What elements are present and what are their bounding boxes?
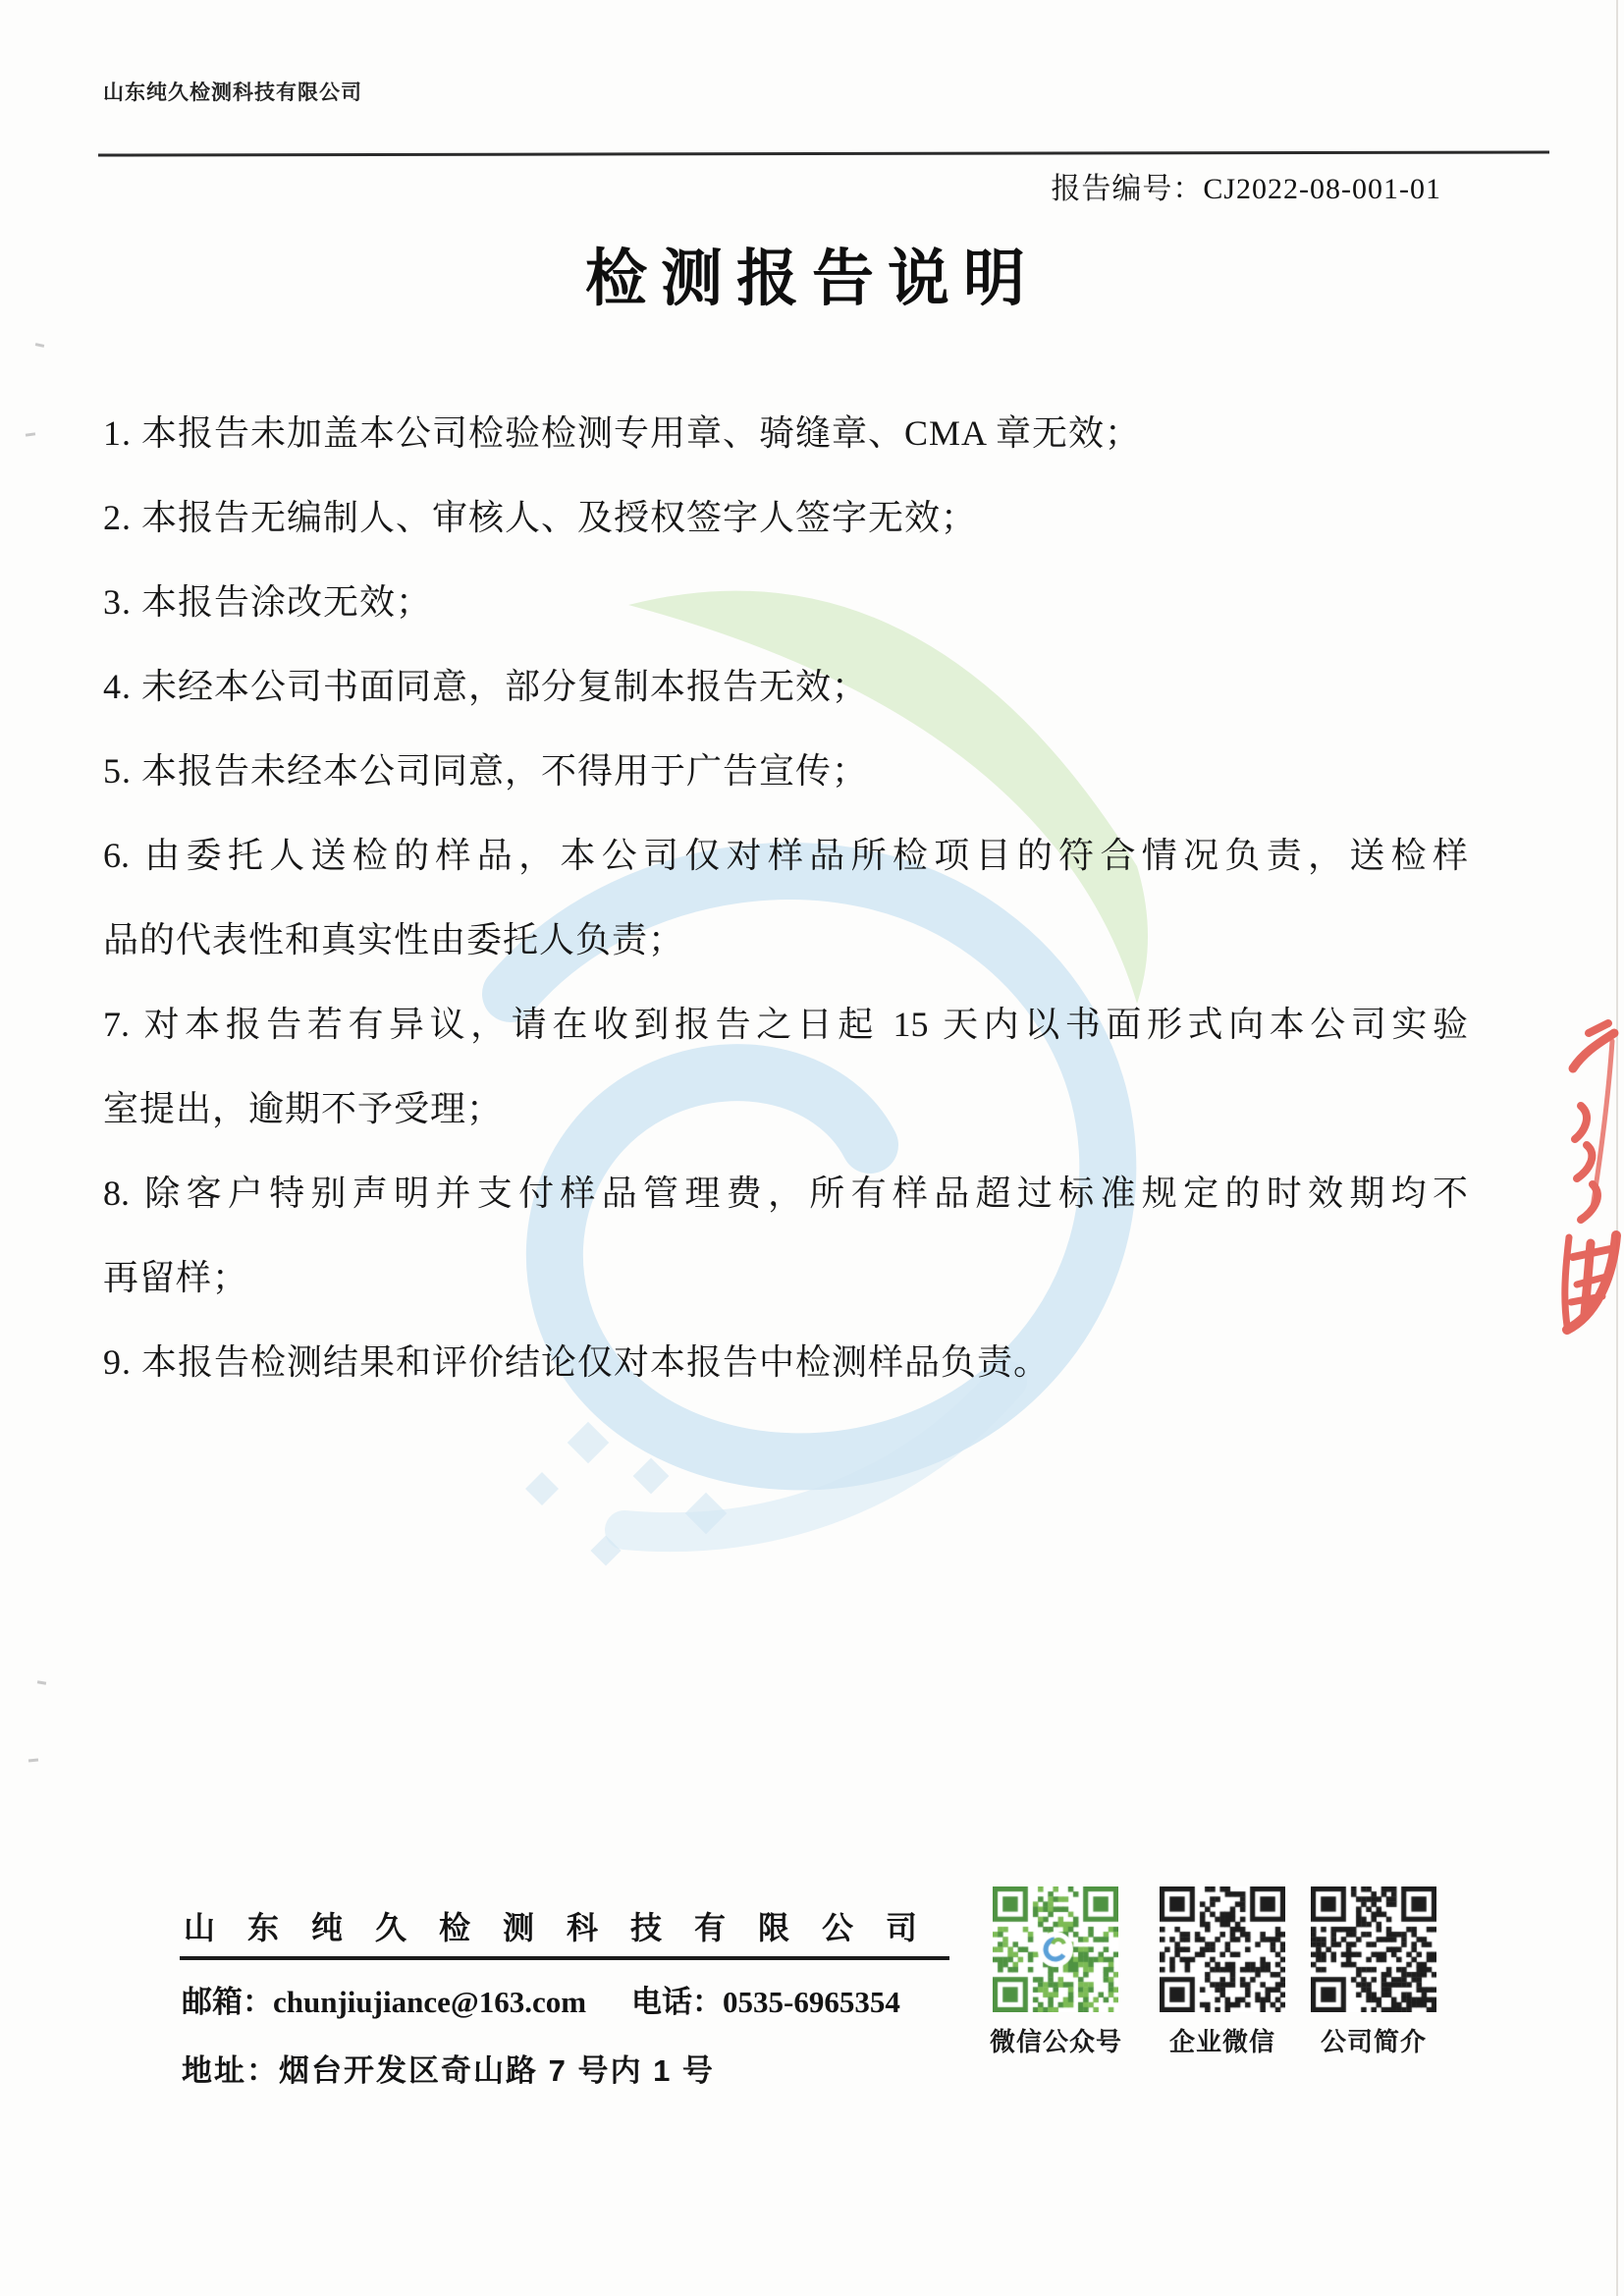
scan-artifact bbox=[35, 343, 44, 348]
qr-figure-company-profile bbox=[1308, 1886, 1439, 2058]
report-note-line: 再留样； bbox=[103, 1258, 249, 1297]
report-note-line: 9. 本报告检测结果和评价结论仅对本报告中检测样品负责。 bbox=[103, 1342, 1051, 1382]
scan-edge-shadow bbox=[1616, 0, 1618, 2296]
header-company-name: 山东纯久检测科技有限公司 bbox=[103, 82, 362, 104]
report-number-value: CJ2022-08-001-01 bbox=[1203, 173, 1441, 205]
red-ink-annotation bbox=[1524, 990, 1624, 1383]
footer-company-name: 山东纯久检测科技有限公司 bbox=[180, 1903, 949, 1960]
document-title: 检测报告说明 bbox=[585, 245, 1039, 313]
address-label: 地址： bbox=[182, 2053, 279, 2088]
footer-address-line bbox=[182, 2046, 715, 2090]
report-number-label: 报告编号： bbox=[1051, 173, 1204, 205]
qr-code-wechat-official-account bbox=[993, 1886, 1118, 2012]
report-note-line: 3. 本报告涂改无效； bbox=[103, 582, 433, 622]
scan-artifact bbox=[37, 1680, 46, 1685]
address-value: 烟台开发区奇山路 7 号内 1 号 bbox=[279, 2053, 715, 2088]
report-number bbox=[1051, 164, 1441, 207]
report-note-line: 室提出，逾期不予受理； bbox=[103, 1089, 504, 1128]
report-note-line: 4. 未经本公司书面同意，部分复制本报告无效； bbox=[103, 667, 869, 706]
scan-artifact bbox=[26, 432, 35, 436]
email-label: 邮箱： bbox=[182, 1985, 273, 2019]
qr-label-company-profile: 公司简介 bbox=[1320, 2027, 1427, 2056]
phone-label: 电话： bbox=[631, 1985, 724, 2019]
report-note-line: 5. 本报告未经本公司同意，不得用于广告宣传； bbox=[103, 751, 869, 791]
phone-value: 0535-6965354 bbox=[723, 1985, 900, 2019]
report-note-line: 品的代表性和真实性由委托人负责； bbox=[103, 920, 685, 959]
qr-label-enterprise-wechat: 企业微信 bbox=[1168, 2027, 1275, 2056]
qr-code-group bbox=[990, 1886, 1439, 2058]
report-note-line: 2. 本报告无编制人、审核人、及授权签字人签字无效； bbox=[103, 498, 978, 537]
email-value: chunjiujiance@163.com bbox=[273, 1985, 587, 2019]
qr-code-enterprise-wechat bbox=[1160, 1886, 1285, 2012]
footer-contact-line bbox=[182, 1977, 900, 2021]
qr-label-wechat-official: 微信公众号 bbox=[990, 2027, 1123, 2056]
report-notes-list bbox=[103, 391, 1468, 1404]
header-rule bbox=[98, 150, 1549, 156]
qr-code-company-profile bbox=[1311, 1886, 1436, 2012]
report-note-line: 8. 除客户特别声明并支付样品管理费，所有样品超过标准规定的时效期均不 bbox=[103, 1174, 1468, 1213]
report-note-line: 7. 对本报告若有异议，请在收到报告之日起 15 天内以书面形式向本公司实验 bbox=[103, 1005, 1468, 1044]
scan-artifact bbox=[28, 1758, 38, 1762]
report-note-line: 1. 本报告未加盖本公司检验检测专用章、骑缝章、CMA 章无效； bbox=[103, 413, 1142, 453]
qr-figure-enterprise-wechat bbox=[1157, 1886, 1288, 2058]
report-note-line: 6. 由委托人送检的样品，本公司仅对样品所检项目的符合情况负责，送检样 bbox=[103, 836, 1468, 875]
qr-figure-wechat-official bbox=[990, 1886, 1121, 2058]
